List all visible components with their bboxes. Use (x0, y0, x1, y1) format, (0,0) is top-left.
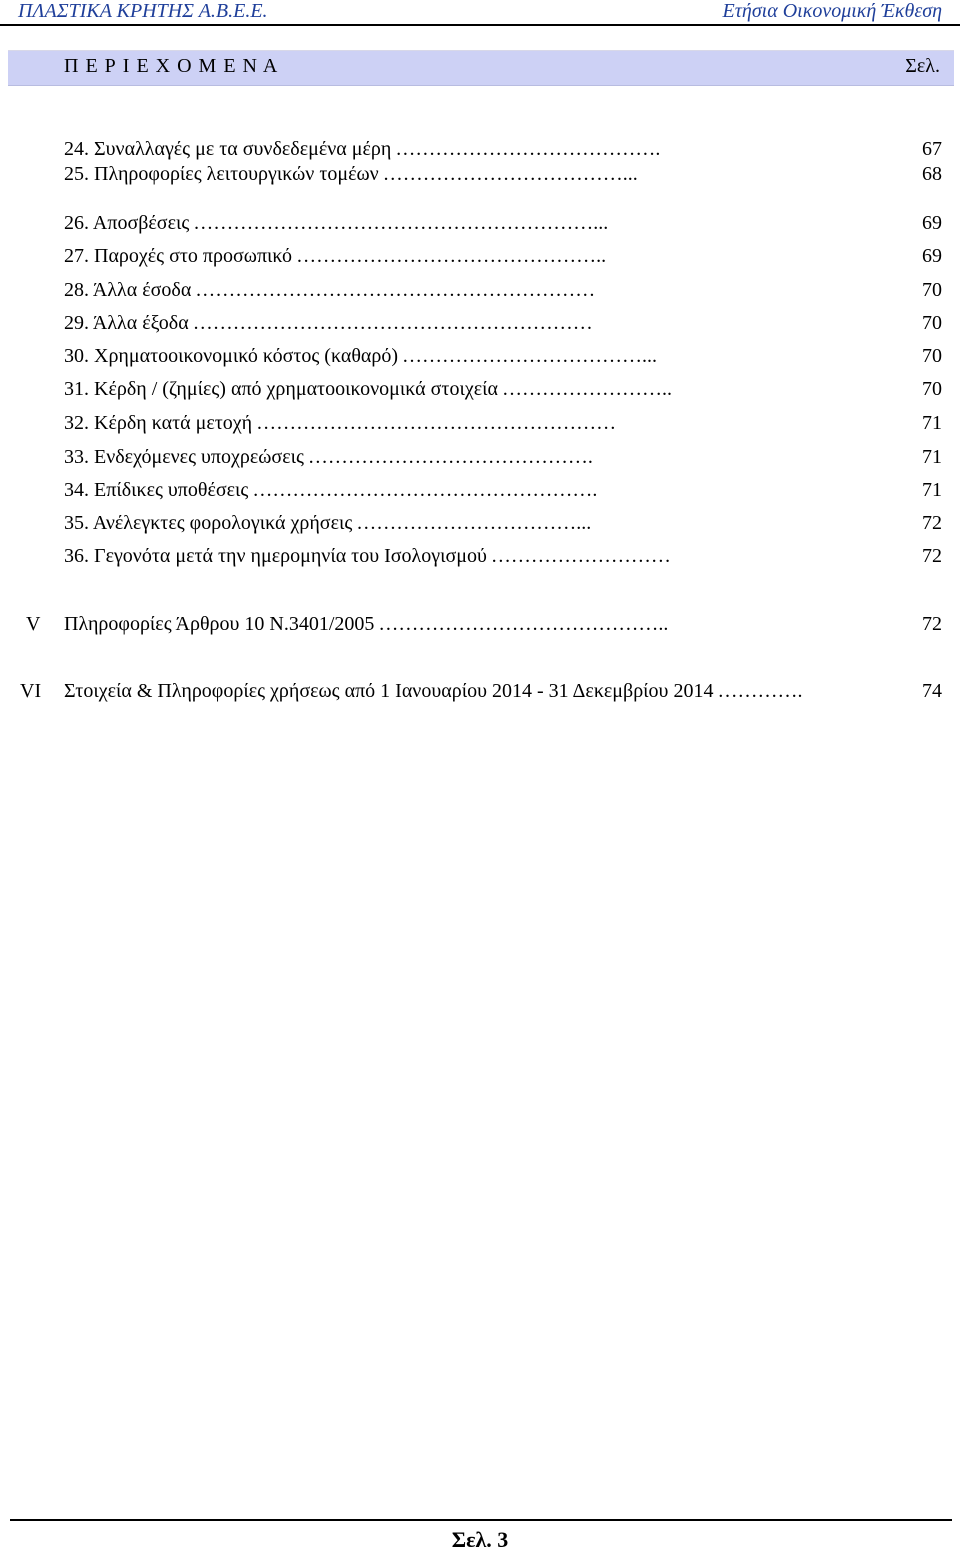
toc-entry-33[interactable] (64, 446, 942, 472)
toc-leader: …………………………………. (395, 138, 661, 160)
toc-leader: ……………………………………….. (296, 245, 607, 267)
toc-entry-text: 31. Κέρδη / (ζημίες) από χρηματοοικονομικά στοιχεία (64, 378, 498, 400)
section-number-v: V (26, 613, 41, 635)
toc-entry-page: 71 (922, 412, 942, 434)
toc-entry-page: 70 (922, 312, 942, 334)
toc-leader: ……………………………... (356, 512, 592, 534)
toc-leader: …………………….. (501, 378, 672, 400)
toc-entry-page: 72 (922, 545, 942, 567)
toc-leader: ……………………… (490, 545, 671, 567)
toc-entry-text: 29. Άλλα έξοδα (64, 312, 189, 334)
toc-entry-30[interactable] (64, 345, 942, 371)
toc-leader: ………………………………... (402, 345, 658, 367)
toc-leader: …………. (717, 680, 803, 702)
toc-entry-text: 28. Άλλα έσοδα (64, 279, 192, 301)
toc-entry-page: 69 (922, 212, 942, 234)
toc-entry-26[interactable] (64, 212, 942, 238)
company-name: ΠΛΑΣΤΙΚΑ ΚΡΗΤΗΣ Α.Β.Ε.Ε. (18, 0, 268, 22)
toc-section-page: 74 (922, 680, 942, 702)
report-title: Ετήσια Οικονομική Έκθεση (722, 0, 942, 22)
toc-entry-page: 70 (922, 378, 942, 400)
toc-leader: ……………………………………………… (256, 412, 617, 434)
toc-entry-page: 71 (922, 479, 942, 501)
toc-entry-35[interactable] (64, 512, 942, 538)
toc-entry-28[interactable] (64, 279, 942, 305)
toc-entry-36[interactable] (64, 545, 942, 571)
toc-section-text: Πληροφορίες Άρθρου 10 Ν.3401/2005 (64, 613, 375, 635)
toc-leader: ……………………………………………………... (193, 212, 609, 234)
toc-entry-text: 32. Κέρδη κατά μετοχή (64, 412, 253, 434)
page-header (0, 0, 960, 26)
toc-leader: ………………………………... (382, 163, 638, 185)
toc-entry-text: 24. Συναλλαγές με τα συνδεδεμένα μέρη (64, 138, 392, 160)
toc-leader: …………………………………………………… (195, 279, 596, 301)
toc-section-vi[interactable] (64, 680, 942, 706)
toc-entry-29[interactable] (64, 312, 942, 338)
toc-entry-page: 71 (922, 446, 942, 468)
toc-section-page: 72 (922, 613, 942, 635)
toc-entry-text: 25. Πληροφορίες λειτουργικών τομέων (64, 163, 379, 185)
toc-entry-text: 27. Παροχές στο προσωπικό (64, 245, 293, 267)
toc-banner (8, 50, 954, 86)
toc-section-v[interactable] (64, 613, 942, 639)
toc-entry-page: 70 (922, 279, 942, 301)
toc-entry-31[interactable] (64, 378, 942, 404)
toc-entry-page: 72 (922, 512, 942, 534)
toc-entry-text: 26. Αποσβέσεις (64, 212, 190, 234)
toc-leader: …………………………………………………… (192, 312, 593, 334)
footer-rule (10, 1519, 952, 1521)
toc-entry-24[interactable] (64, 138, 942, 164)
toc-entry-text: 33. Ενδεχόμενες υποχρεώσεις (64, 446, 304, 468)
toc-leader: …………………………………….. (378, 613, 669, 635)
toc-page-label: Σελ. (905, 55, 940, 77)
toc-entry-text: 34. Επίδικες υποθέσεις (64, 479, 249, 501)
toc-entry-27[interactable] (64, 245, 942, 271)
toc-entry-25[interactable] (64, 163, 942, 189)
toc-title: Π Ε Ρ Ι Ε Χ Ο Μ Ε Ν Α (64, 55, 279, 77)
toc-entry-page: 68 (922, 163, 942, 185)
toc-entry-page: 70 (922, 345, 942, 367)
toc-entry-page: 69 (922, 245, 942, 267)
toc-leader: ……………………………………. (307, 446, 593, 468)
toc-entry-page: 67 (922, 138, 942, 160)
toc-entry-34[interactable] (64, 479, 942, 505)
section-number-vi: VI (20, 680, 42, 702)
toc-entry-text: 35. Ανέλεγκτες φορολογικά χρήσεις (64, 512, 353, 534)
toc-entry-32[interactable] (64, 412, 942, 438)
toc-entry-text: 36. Γεγονότα μετά την ημερομηνία του Ισολογισμού (64, 545, 487, 567)
footer-page-number: Σελ. 3 (451, 1527, 509, 1552)
toc-leader: ……………………………………………. (252, 479, 598, 501)
toc-entry-text: 30. Χρηματοοικονομικό κόστος (καθαρό) (64, 345, 399, 367)
toc-section-text: Στοιχεία & Πληροφορίες χρήσεως από 1 Ιανουαρίου 2014 - 31 Δεκεμβρίου 2014 (64, 680, 714, 702)
